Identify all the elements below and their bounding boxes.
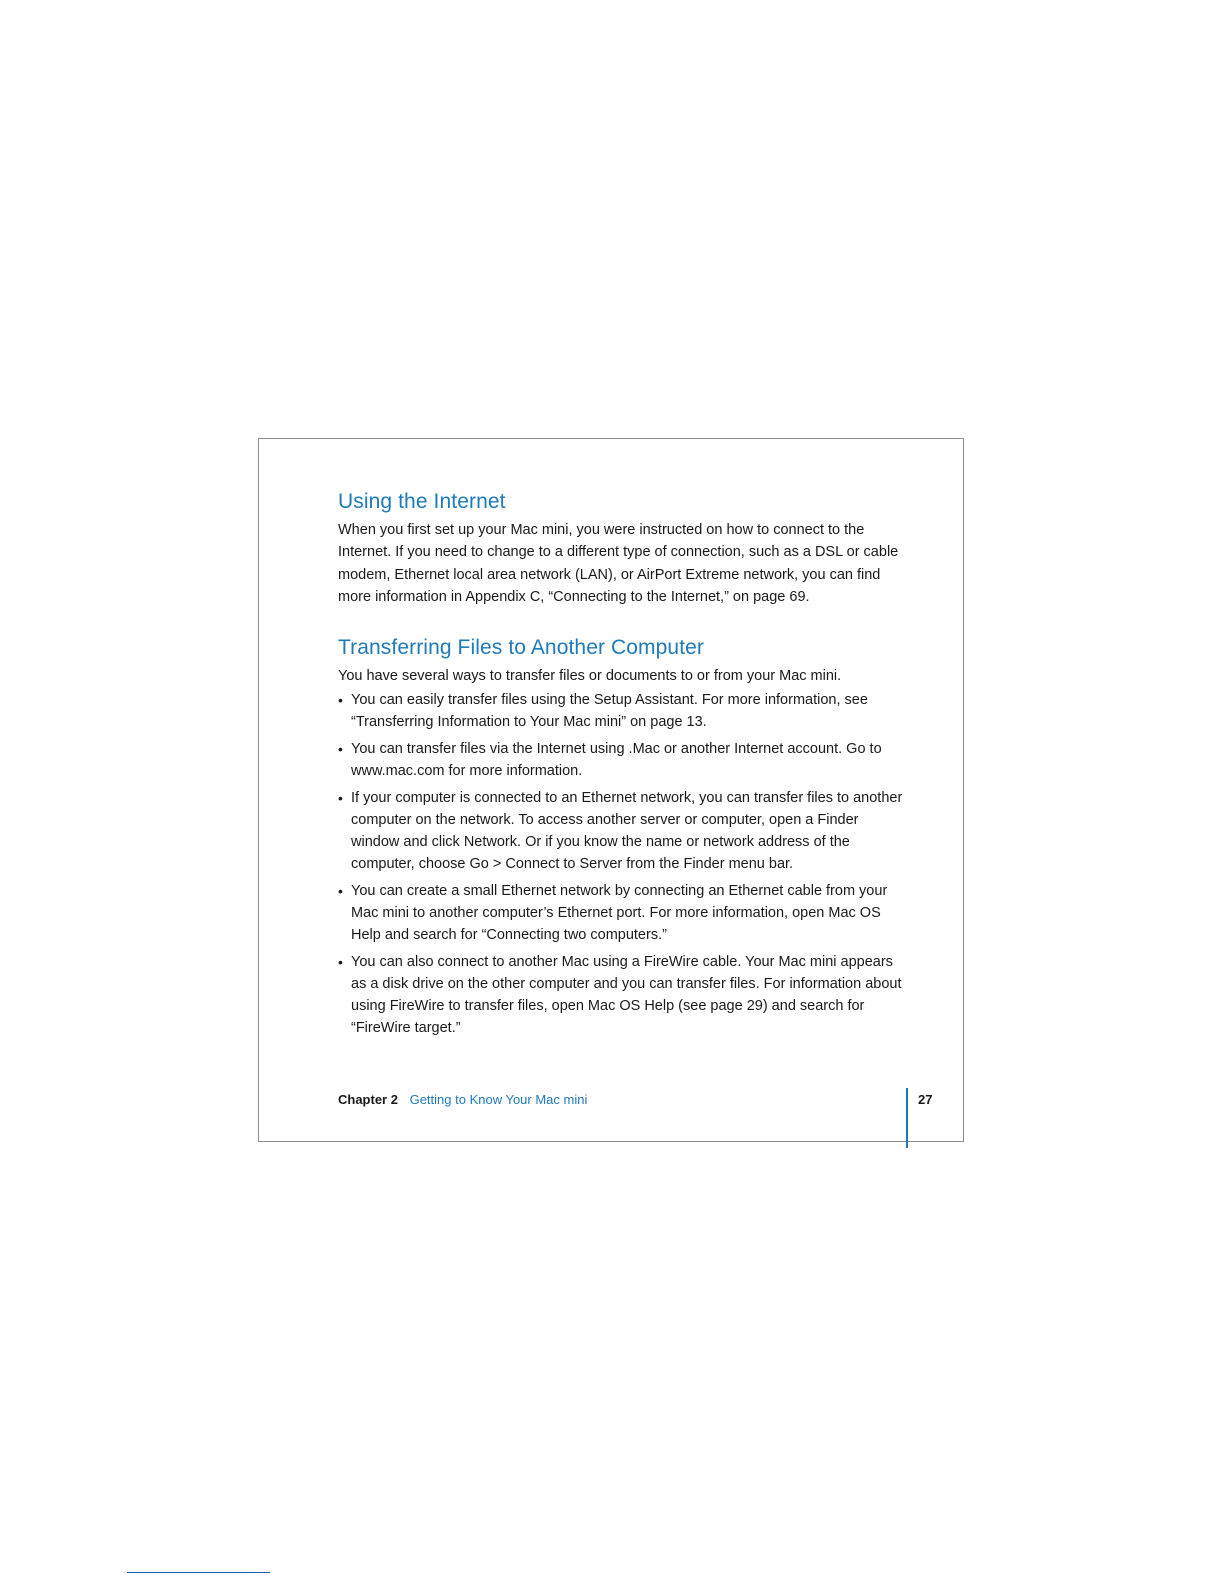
list-item-text: You can create a small Ethernet network by connecting an Ethernet cable from your Mac mini to another computer’s Ethernet port. For more information, open Mac OS Help and search for “Connecting two computers.” [351, 883, 888, 944]
section-heading-using-internet: Using the Internet [338, 490, 506, 513]
bottom-divider [127, 1572, 270, 1573]
list-item-text: If your computer is connected to an Ethernet network, you can transfer files to another computer on the network. To access another server or computer, open a Finder window and click Network. Or if you know the name or network address of the computer, choose Go > Connect to Server from the Finder menu bar. [351, 790, 903, 873]
section-heading-transferring-files: Transferring Files to Another Computer [338, 636, 705, 660]
transfer-bullet-list [338, 689, 910, 1039]
bullet-icon: • [338, 790, 343, 807]
list-item-text: You can easily transfer files using the Setup Assistant. For more information, see “Transferring Information to Your Mac mini” on page 13. [351, 692, 868, 731]
list-item [338, 880, 910, 946]
page-number: 27 [918, 1092, 933, 1107]
transfer-intro: You have several ways to transfer files or documents to or from your Mac mini. [338, 668, 842, 685]
list-item-text: You can also connect to another Mac using a FireWire cable. Your Mac mini appears as a disk drive on the other computer and you can transfer files. For information about using FireWire to transfer files, open Mac OS Help (see page 29) and search for “FireWire target.” [351, 954, 902, 1037]
list-item [338, 689, 910, 733]
list-item [338, 787, 910, 875]
bullet-icon: • [338, 692, 343, 709]
footer-chapter-title: Getting to Know Your Mac mini [409, 1092, 588, 1107]
footer-chapter-label: Chapter 2 [338, 1092, 398, 1107]
internet-paragraph: When you first set up your Mac mini, you were instructed on how to connect to the Internet. If you need to change to a different type of connection, such as a DSL or cable modem, Ethernet local area network (LAN), or AirPort Extreme network, you can find more information in Appendix C, “Connecting to the Internet,” on page 69. [338, 522, 899, 605]
footer-divider [906, 1088, 908, 1148]
bullet-icon: • [338, 954, 343, 971]
list-item [338, 738, 910, 782]
list-item-text: You can transfer files via the Internet using .Mac or another Internet account. Go to www.mac.com for more information. [351, 741, 882, 780]
page-content [338, 488, 910, 1044]
bullet-icon: • [338, 883, 343, 900]
list-item [338, 951, 910, 1039]
bullet-icon: • [338, 741, 343, 758]
page-footer [338, 1092, 938, 1112]
